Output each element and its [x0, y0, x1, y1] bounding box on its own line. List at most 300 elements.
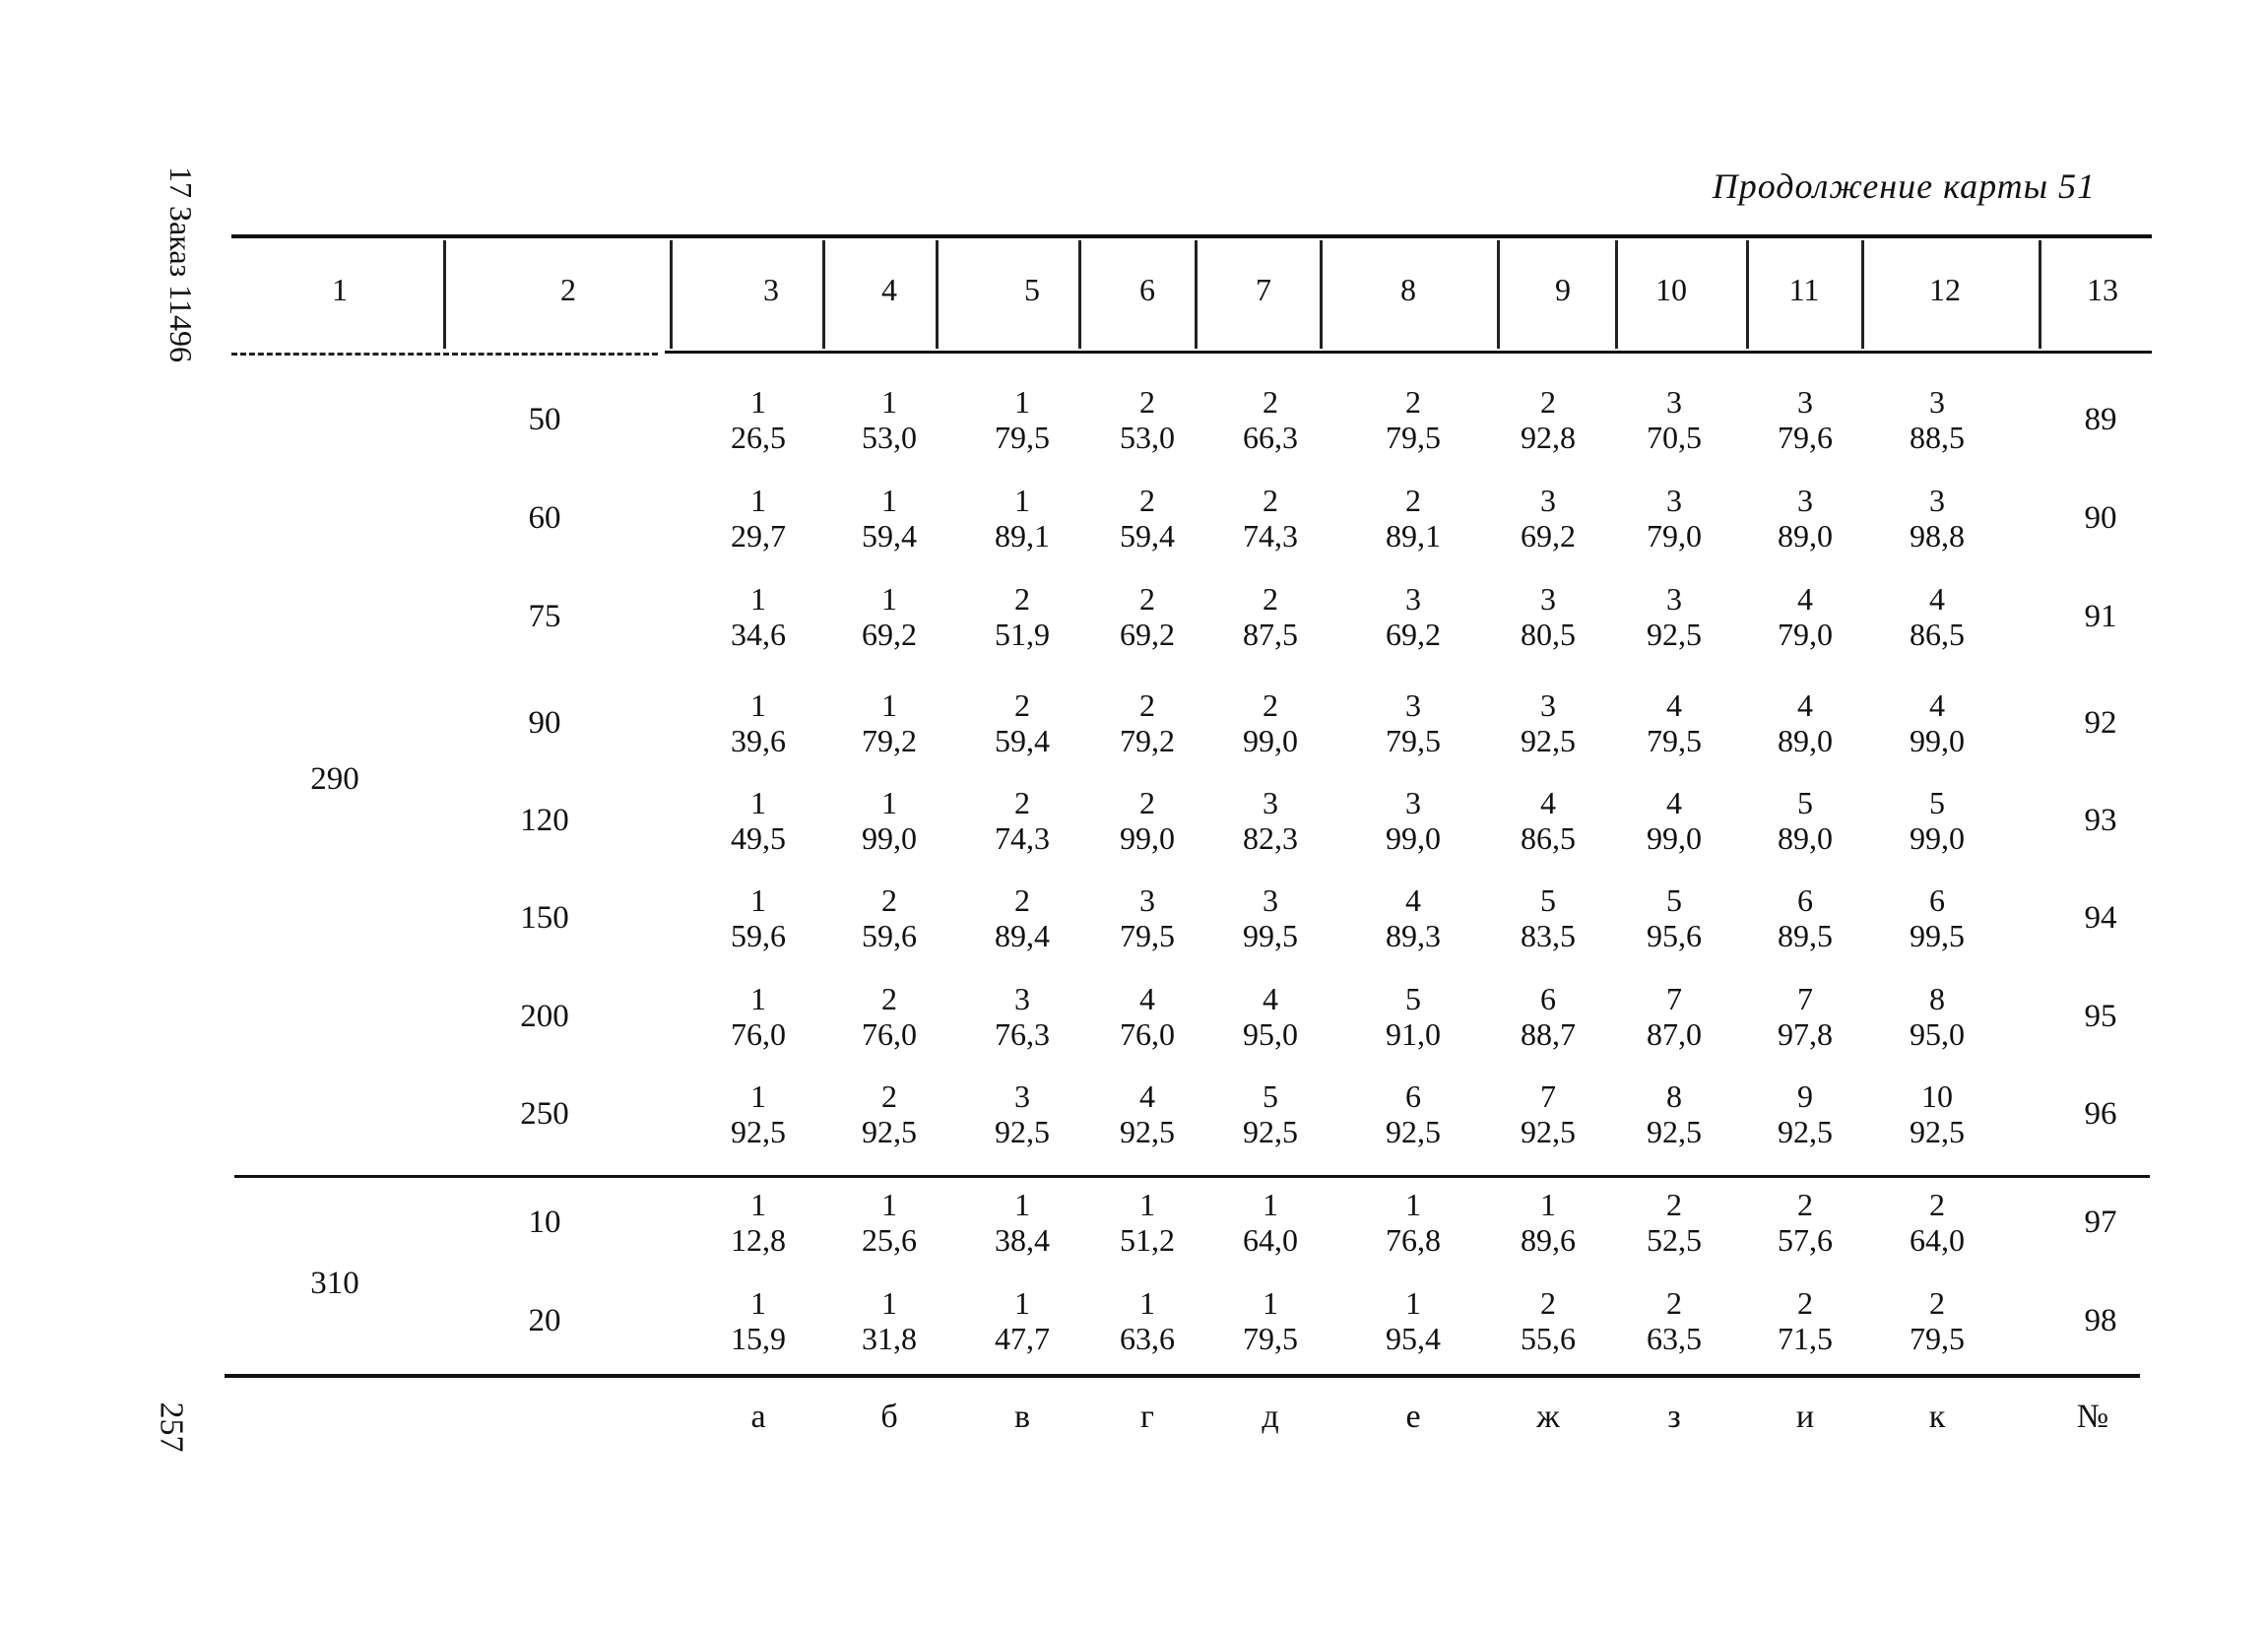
cell-count: 1 — [881, 581, 897, 617]
cell-value: 91,0 — [1386, 1016, 1441, 1052]
cell-value: 15,9 — [731, 1321, 786, 1356]
table-cell — [1088, 581, 1206, 652]
header-separator — [443, 240, 446, 349]
table-cell — [1615, 1285, 1733, 1356]
table-cell — [1489, 981, 1607, 1052]
column-number: 10 — [1655, 272, 1687, 307]
cell-value: 26,5 — [731, 420, 786, 455]
group-label: 310 — [310, 1266, 359, 1301]
row-number: 91 — [2084, 599, 2117, 634]
table-cell — [1878, 882, 1996, 953]
cell-value: 99,0 — [1243, 723, 1298, 758]
header-bottom-rule-left — [231, 353, 458, 356]
row-diameter: 200 — [520, 999, 569, 1034]
table-cell — [830, 785, 948, 856]
cell-count: 2 — [1014, 882, 1030, 918]
cell-value: 25,6 — [862, 1222, 917, 1258]
table-cell — [1211, 581, 1329, 652]
row-diameter: 50 — [528, 402, 561, 437]
cell-count: 2 — [1666, 1187, 1682, 1222]
table-cell — [1615, 981, 1733, 1052]
cell-count: 4 — [1540, 785, 1556, 820]
column-number: 12 — [1929, 272, 1961, 307]
cell-value: 79,6 — [1778, 420, 1833, 455]
bottom-rule — [225, 1374, 2140, 1378]
cell-value: 49,5 — [731, 820, 786, 856]
cell-count: 2 — [881, 1078, 897, 1114]
table-cell — [1211, 687, 1329, 758]
cell-value: 79,0 — [1778, 617, 1833, 652]
cell-count: 4 — [1797, 581, 1813, 617]
table-cell — [1878, 1078, 1996, 1149]
cell-value: 99,0 — [1120, 820, 1175, 856]
cell-value: 92,5 — [1647, 617, 1702, 652]
cell-count: 1 — [750, 581, 766, 617]
table-cell — [963, 384, 1081, 455]
cell-count: 2 — [1139, 687, 1155, 723]
cell-value: 79,5 — [995, 420, 1050, 455]
cell-value: 95,4 — [1386, 1321, 1441, 1356]
cell-count: 3 — [1797, 384, 1813, 420]
cell-value: 69,2 — [862, 617, 917, 652]
table-cell — [1878, 687, 1996, 758]
cell-value: 34,6 — [731, 617, 786, 652]
table-cell — [1088, 1078, 1206, 1149]
cell-value: 87,0 — [1647, 1016, 1702, 1052]
table-cell — [1211, 1187, 1329, 1258]
table-cell — [1489, 1187, 1607, 1258]
footer-letter: д — [1262, 1399, 1279, 1435]
table-cell — [1354, 483, 1472, 554]
cell-value: 92,5 — [1386, 1114, 1441, 1149]
cell-count: 9 — [1797, 1078, 1813, 1114]
table-cell — [1211, 981, 1329, 1052]
table-cell — [1489, 384, 1607, 455]
cell-value: 66,3 — [1243, 420, 1298, 455]
cell-count: 3 — [1666, 384, 1682, 420]
table-cell — [963, 882, 1081, 953]
table-cell — [1489, 687, 1607, 758]
cell-count: 3 — [1014, 1078, 1030, 1114]
header-separator — [1615, 240, 1618, 349]
cell-count: 1 — [1405, 1187, 1421, 1222]
table-cell — [1354, 1285, 1472, 1356]
row-diameter: 90 — [528, 705, 561, 741]
cell-value: 92,5 — [862, 1114, 917, 1149]
footer-letter: ж — [1536, 1399, 1560, 1435]
header-bottom-rule — [665, 351, 2152, 354]
cell-count: 4 — [1929, 581, 1945, 617]
table-cell — [1746, 1285, 1864, 1356]
table-cell — [1489, 483, 1607, 554]
cell-value: 79,2 — [862, 723, 917, 758]
row-number: 94 — [2084, 900, 2117, 936]
footer-letter: в — [1013, 1399, 1031, 1435]
table-cell — [1746, 1078, 1864, 1149]
table-cell — [1746, 1187, 1864, 1258]
row-diameter: 250 — [520, 1096, 569, 1132]
cell-count: 1 — [1405, 1285, 1421, 1321]
table-cell — [1878, 1187, 1996, 1258]
cell-count: 4 — [1666, 785, 1682, 820]
table-cell — [1615, 785, 1733, 856]
row-diameter: 75 — [528, 599, 561, 634]
cell-value: 86,5 — [1521, 820, 1576, 856]
column-number: 8 — [1400, 272, 1416, 307]
table-cell — [830, 483, 948, 554]
cell-count: 1 — [881, 483, 897, 518]
cell-count: 8 — [1666, 1078, 1682, 1114]
table-cell — [1354, 581, 1472, 652]
cell-value: 79,2 — [1120, 723, 1175, 758]
table-cell — [699, 882, 817, 953]
cell-value: 29,7 — [731, 518, 786, 554]
cell-count: 2 — [1540, 1285, 1556, 1321]
cell-value: 89,0 — [1778, 723, 1833, 758]
table-cell — [1354, 785, 1472, 856]
cell-count: 2 — [1139, 384, 1155, 420]
table-cell — [830, 1078, 948, 1149]
column-number: 2 — [560, 272, 576, 307]
cell-count: 8 — [1929, 981, 1945, 1016]
table-cell — [699, 384, 817, 455]
cell-value: 74,3 — [1243, 518, 1298, 554]
cell-value: 95,0 — [1243, 1016, 1298, 1052]
table-cell — [1746, 687, 1864, 758]
table-cell — [1746, 981, 1864, 1052]
table-cell — [1088, 1285, 1206, 1356]
cell-count: 1 — [750, 384, 766, 420]
table-cell — [1615, 581, 1733, 652]
cell-count: 4 — [1405, 882, 1421, 918]
header-separator — [1861, 240, 1864, 349]
row-diameter: 150 — [520, 900, 569, 936]
table-cell — [699, 687, 817, 758]
cell-count: 1 — [1263, 1285, 1278, 1321]
cell-count: 3 — [1405, 581, 1421, 617]
table-cell — [1211, 384, 1329, 455]
cell-count: 2 — [1929, 1285, 1945, 1321]
cell-count: 1 — [881, 1285, 897, 1321]
column-number: 11 — [1788, 272, 1820, 307]
footer-letter: и — [1795, 1399, 1815, 1435]
table-cell — [1878, 1285, 1996, 1356]
cell-count: 4 — [1666, 687, 1682, 723]
cell-value: 83,5 — [1521, 918, 1576, 953]
cell-count: 5 — [1666, 882, 1682, 918]
cell-value: 47,7 — [995, 1321, 1050, 1356]
table-cell — [1878, 483, 1996, 554]
cell-value: 89,1 — [1386, 518, 1441, 554]
cell-value: 92,5 — [1521, 1114, 1576, 1149]
footer-letter: № — [2076, 1399, 2109, 1435]
column-number: 3 — [763, 272, 779, 307]
column-number: 1 — [332, 272, 348, 307]
cell-value: 82,3 — [1243, 820, 1298, 856]
table-cell — [1354, 1187, 1472, 1258]
table-cell — [1615, 882, 1733, 953]
row-diameter: 20 — [528, 1303, 561, 1338]
table-cell — [1354, 882, 1472, 953]
cell-value: 70,5 — [1647, 420, 1702, 455]
table-cell — [1088, 687, 1206, 758]
cell-value: 99,0 — [1386, 820, 1441, 856]
order-note: 17 Заказ 11496 — [162, 166, 199, 362]
cell-count: 3 — [1405, 687, 1421, 723]
cell-count: 3 — [1139, 882, 1155, 918]
cell-value: 89,0 — [1778, 518, 1833, 554]
page-number: 257 — [153, 1401, 190, 1453]
table-cell — [1088, 384, 1206, 455]
cell-count: 6 — [1405, 1078, 1421, 1114]
table-cell — [699, 1078, 817, 1149]
cell-value: 79,0 — [1647, 518, 1702, 554]
cell-count: 1 — [1540, 1187, 1556, 1222]
table-cell — [699, 483, 817, 554]
table-cell — [1088, 483, 1206, 554]
cell-value: 92,5 — [731, 1114, 786, 1149]
table-cell — [699, 581, 817, 652]
cell-count: 4 — [1929, 687, 1945, 723]
cell-count: 2 — [1263, 581, 1278, 617]
cell-value: 89,4 — [995, 918, 1050, 953]
cell-value: 99,0 — [862, 820, 917, 856]
table-cell — [699, 1187, 817, 1258]
cell-count: 3 — [1540, 581, 1556, 617]
cell-value: 99,5 — [1243, 918, 1298, 953]
cell-count: 2 — [1263, 384, 1278, 420]
table-cell — [830, 581, 948, 652]
cell-count: 2 — [1139, 785, 1155, 820]
table-cell — [1354, 687, 1472, 758]
table-cell — [1489, 785, 1607, 856]
cell-value: 69,2 — [1120, 617, 1175, 652]
table-cell — [963, 483, 1081, 554]
cell-count: 2 — [881, 882, 897, 918]
cell-value: 89,1 — [995, 518, 1050, 554]
cell-count: 3 — [1263, 785, 1278, 820]
cell-count: 1 — [1014, 384, 1030, 420]
cell-count: 1 — [881, 785, 897, 820]
cell-value: 38,4 — [995, 1222, 1050, 1258]
cell-value: 31,8 — [862, 1321, 917, 1356]
table-cell — [830, 384, 948, 455]
cell-value: 76,0 — [731, 1016, 786, 1052]
table-cell — [963, 785, 1081, 856]
cell-count: 1 — [750, 785, 766, 820]
cell-count: 7 — [1797, 981, 1813, 1016]
cell-count: 3 — [1263, 882, 1278, 918]
table-cell — [1088, 785, 1206, 856]
column-number: 6 — [1139, 272, 1155, 307]
table-cell — [963, 981, 1081, 1052]
cell-count: 3 — [1666, 483, 1682, 518]
cell-count: 1 — [1014, 483, 1030, 518]
column-number: 4 — [881, 272, 897, 307]
cell-count: 10 — [1921, 1078, 1953, 1114]
table-cell — [1211, 1078, 1329, 1149]
header-separator — [1195, 240, 1198, 349]
cell-count: 2 — [1797, 1187, 1813, 1222]
cell-count: 4 — [1263, 981, 1278, 1016]
cell-value: 89,0 — [1778, 820, 1833, 856]
cell-count: 6 — [1797, 882, 1813, 918]
cell-count: 5 — [1405, 981, 1421, 1016]
cell-value: 76,0 — [1120, 1016, 1175, 1052]
cell-value: 79,5 — [1386, 723, 1441, 758]
cell-count: 5 — [1929, 785, 1945, 820]
cell-value: 59,6 — [862, 918, 917, 953]
cell-value: 63,5 — [1647, 1321, 1702, 1356]
cell-count: 1 — [1263, 1187, 1278, 1222]
cell-value: 89,6 — [1521, 1222, 1576, 1258]
cell-count: 2 — [1014, 785, 1030, 820]
table-cell — [830, 981, 948, 1052]
cell-count: 3 — [1666, 581, 1682, 617]
table-cell — [963, 1285, 1081, 1356]
cell-count: 1 — [750, 1078, 766, 1114]
cell-count: 2 — [1263, 687, 1278, 723]
cell-value: 12,8 — [731, 1222, 786, 1258]
table-cell — [1878, 384, 1996, 455]
table-cell — [1878, 581, 1996, 652]
row-number: 92 — [2084, 705, 2117, 741]
row-number: 96 — [2084, 1096, 2117, 1132]
group-label: 290 — [310, 760, 359, 797]
cell-count: 1 — [881, 1187, 897, 1222]
cell-count: 1 — [750, 687, 766, 723]
cell-count: 2 — [1540, 384, 1556, 420]
header-separator — [670, 240, 673, 349]
column-number: 9 — [1555, 272, 1571, 307]
cell-count: 2 — [1139, 483, 1155, 518]
header-separator — [2039, 240, 2041, 349]
table-cell — [1615, 483, 1733, 554]
cell-count: 1 — [1139, 1285, 1155, 1321]
cell-value: 79,5 — [1910, 1321, 1965, 1356]
cell-count: 3 — [1540, 687, 1556, 723]
cell-value: 55,6 — [1521, 1321, 1576, 1356]
cell-value: 95,6 — [1647, 918, 1702, 953]
table-cell — [830, 1187, 948, 1258]
cell-count: 3 — [1540, 483, 1556, 518]
group-divider — [234, 1175, 2150, 1178]
table-cell — [1354, 981, 1472, 1052]
cell-value: 95,0 — [1910, 1016, 1965, 1052]
cell-count: 3 — [1405, 785, 1421, 820]
header-separator — [1320, 240, 1323, 349]
table-cell — [1354, 1078, 1472, 1149]
table-cell — [1211, 882, 1329, 953]
table-cell — [1615, 687, 1733, 758]
row-number: 89 — [2084, 402, 2117, 437]
cell-value: 92,5 — [1120, 1114, 1175, 1149]
row-number: 97 — [2084, 1205, 2117, 1240]
header-separator — [1746, 240, 1749, 349]
cell-value: 89,5 — [1778, 918, 1833, 953]
table-cell — [1489, 581, 1607, 652]
table-cell — [1211, 1285, 1329, 1356]
cell-value: 59,6 — [731, 918, 786, 953]
cell-value: 57,6 — [1778, 1222, 1833, 1258]
footer-letter: е — [1405, 1399, 1421, 1435]
cell-count: 2 — [1929, 1187, 1945, 1222]
table-cell — [963, 1078, 1081, 1149]
cell-value: 76,0 — [862, 1016, 917, 1052]
table-cell — [1354, 384, 1472, 455]
table-cell — [1211, 785, 1329, 856]
footer-letter: б — [880, 1399, 898, 1435]
cell-count: 2 — [1139, 581, 1155, 617]
table-cell — [963, 687, 1081, 758]
cell-value: 92,5 — [1778, 1114, 1833, 1149]
header-separator — [822, 240, 825, 349]
cell-count: 3 — [1014, 981, 1030, 1016]
cell-count: 2 — [1797, 1285, 1813, 1321]
cell-count: 2 — [1014, 581, 1030, 617]
cell-value: 59,4 — [862, 518, 917, 554]
table-cell — [963, 1187, 1081, 1258]
cell-value: 64,0 — [1910, 1222, 1965, 1258]
row-diameter: 60 — [528, 500, 561, 536]
cell-value: 71,5 — [1778, 1321, 1833, 1356]
cell-value: 79,5 — [1386, 420, 1441, 455]
cell-value: 92,5 — [1647, 1114, 1702, 1149]
header-separator — [1497, 240, 1500, 349]
cell-count: 5 — [1263, 1078, 1278, 1114]
table-cell — [1211, 483, 1329, 554]
cell-count: 7 — [1540, 1078, 1556, 1114]
table-cell — [1746, 785, 1864, 856]
footer-letter: з — [1667, 1399, 1681, 1435]
row-number: 93 — [2084, 803, 2117, 838]
cell-count: 2 — [1405, 384, 1421, 420]
cell-value: 92,5 — [1910, 1114, 1965, 1149]
cell-value: 79,5 — [1243, 1321, 1298, 1356]
cell-value: 80,5 — [1521, 617, 1576, 652]
header-bottom-rule-mid — [461, 353, 658, 356]
table-cell — [699, 785, 817, 856]
cell-value: 88,7 — [1521, 1016, 1576, 1052]
header-separator — [1078, 240, 1081, 349]
table-cell — [1489, 882, 1607, 953]
cell-value: 92,8 — [1521, 420, 1576, 455]
header-separator — [936, 240, 939, 349]
cell-value: 99,5 — [1910, 918, 1965, 953]
cell-count: 5 — [1540, 882, 1556, 918]
cell-count: 2 — [1263, 483, 1278, 518]
cell-count: 7 — [1666, 981, 1682, 1016]
cell-count: 4 — [1139, 981, 1155, 1016]
table-cell — [830, 882, 948, 953]
column-number: 5 — [1024, 272, 1040, 307]
cell-value: 76,3 — [995, 1016, 1050, 1052]
cell-value: 39,6 — [731, 723, 786, 758]
cell-count: 3 — [1929, 384, 1945, 420]
footer-letter: а — [750, 1399, 766, 1435]
footer-letter: к — [1928, 1399, 1946, 1435]
cell-value: 53,0 — [1120, 420, 1175, 455]
cell-value: 92,5 — [1243, 1114, 1298, 1149]
cell-value: 74,3 — [995, 820, 1050, 856]
table-cell — [1878, 981, 1996, 1052]
cell-count: 6 — [1929, 882, 1945, 918]
cell-count: 1 — [1014, 1187, 1030, 1222]
table-cell — [830, 687, 948, 758]
row-diameter: 120 — [520, 803, 569, 838]
table-cell — [1615, 1078, 1733, 1149]
cell-value: 79,5 — [1647, 723, 1702, 758]
